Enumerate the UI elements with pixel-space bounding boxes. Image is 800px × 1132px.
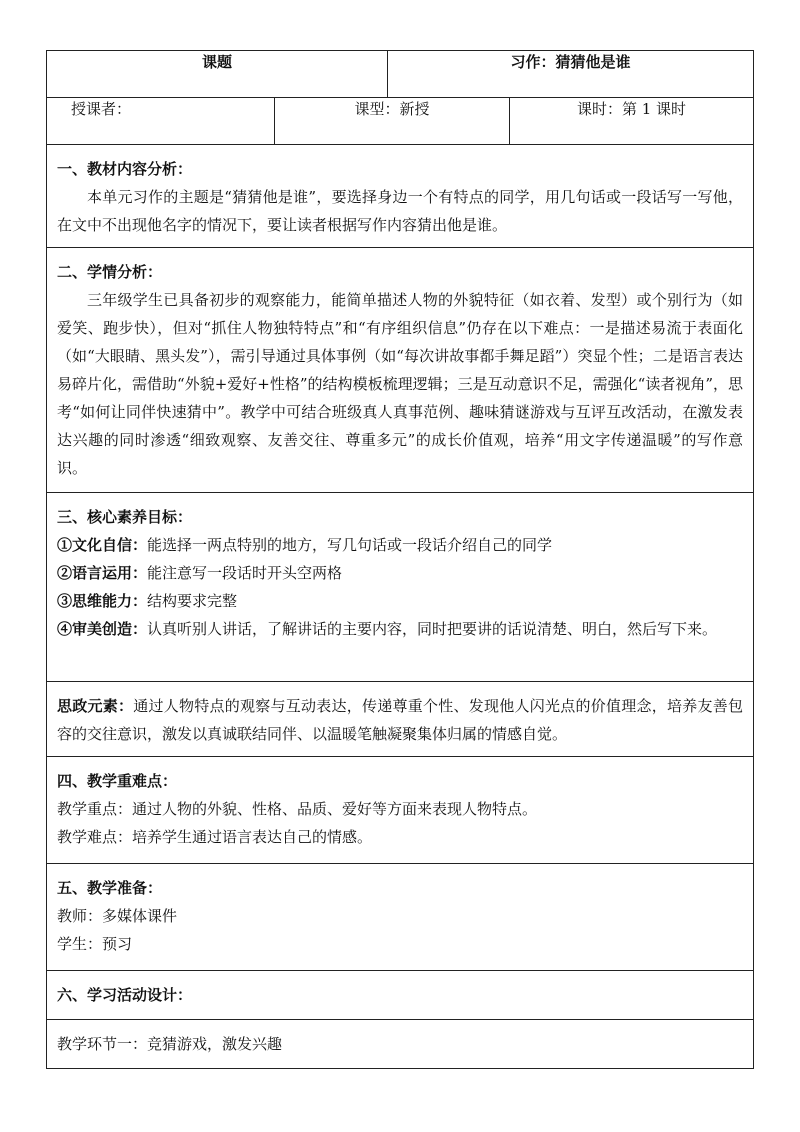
topic-value: 习作：猜猜他是谁: [388, 51, 754, 98]
teacher-prep: 教师：多媒体课件: [57, 907, 178, 925]
section-preparation: [47, 864, 754, 971]
section-activity-design: [47, 971, 754, 1020]
ideology-label: 思政元素：: [57, 697, 134, 715]
section-textbook-analysis: [47, 145, 754, 248]
goal-label: ①文化自信：: [57, 536, 148, 554]
section-step-one: [47, 1020, 754, 1069]
goal-item: [57, 615, 743, 643]
section-student-analysis: [47, 248, 754, 493]
goal-text: 能注意写一段话时开头空两格: [147, 564, 343, 582]
period-cell: 课时：第 1 课时: [510, 98, 754, 145]
goal-item: [57, 587, 743, 615]
ideology-content: 通过人物特点的观察与互动表达，传递尊重个性、发现他人闪光点的价值理念，培养友善包容的交往意识，激发以真诚联结同伴、以温暖笔触凝聚集体归属的情感自觉。: [57, 697, 744, 743]
section-title: 一、教材内容分析：: [57, 160, 193, 178]
difficult-point: 教学难点：培养学生通过语言表达自己的情感。: [57, 828, 373, 846]
section-core-goals: [47, 493, 754, 682]
section-text: 三年级学生已具备初步的观察能力，能简单描述人物的外貌特征（如衣着、发型）或个别行为（如爱笑、跑步快），但对“抓住人物独特特点”和“有序组织信息”仍存在以下难点：一是描述易流于表面化（如“大眼睛、黑头发”），需引导通过具体事例（如“每次讲故事都手舞足蹈”）突显个性；二是语言表达易碎片化，需借助“外貌+爱好+性格”的结构模板梳理逻辑；三是互动意识不足，需强化“读者视角”，思考“如何让同伴快速猜中”。教学中可结合班级真人真事范例、趣味猜谜游戏与互评互改活动，在激发表达兴趣的同时渗透“细致观察、友善交往、尊重多元”的成长价值观，培养“用文字传递温暖”的写作意识。: [57, 291, 744, 477]
key-point: 教学重点：通过人物的外貌、性格、品质、爱好等方面来表现人物特点。: [57, 800, 538, 818]
lesson-type-cell: 课型：新授: [275, 98, 510, 145]
goal-text: 能选择一两点特别的地方，写几句话或一段话介绍自己的同学: [147, 536, 553, 554]
section-title: 四、教学重难点：: [57, 772, 178, 790]
ideology-text: [57, 692, 743, 748]
teacher-cell: 授课者：: [47, 98, 275, 145]
section-title: 二、学情分析：: [57, 263, 163, 281]
info-row: [47, 98, 754, 145]
goal-item: [57, 531, 743, 559]
goal-item: [57, 559, 743, 587]
step-one-text: 教学环节一：竞猜游戏，激发兴趣: [57, 1035, 283, 1053]
goal-label: ③思维能力：: [57, 592, 148, 610]
goal-text: 结构要求完整: [147, 592, 238, 610]
topic-label: 课题: [47, 51, 388, 98]
goal-label: ④审美创造：: [57, 620, 148, 638]
student-prep: 学生：预习: [57, 935, 133, 953]
section-key-points: [47, 757, 754, 864]
lesson-plan-table: [46, 50, 754, 1069]
section-ideology: [47, 682, 754, 757]
section-text: 本单元习作的主题是“猜猜他是谁”，要选择身边一个有特点的同学，用几句话或一段话写一写他，在文中不出现他名字的情况下，要让读者根据写作内容猜出他是谁。: [57, 188, 744, 234]
goal-label: ②语言运用：: [57, 564, 148, 582]
section-title: 六、学习活动设计：: [57, 986, 193, 1004]
goal-text: 认真听别人讲话，了解讲话的主要内容，同时把要讲的话说清楚、明白，然后写下来。: [147, 620, 718, 638]
section-title: 三、核心素养目标：: [57, 508, 193, 526]
header-row: [47, 51, 754, 98]
section-title: 五、教学准备：: [57, 879, 163, 897]
